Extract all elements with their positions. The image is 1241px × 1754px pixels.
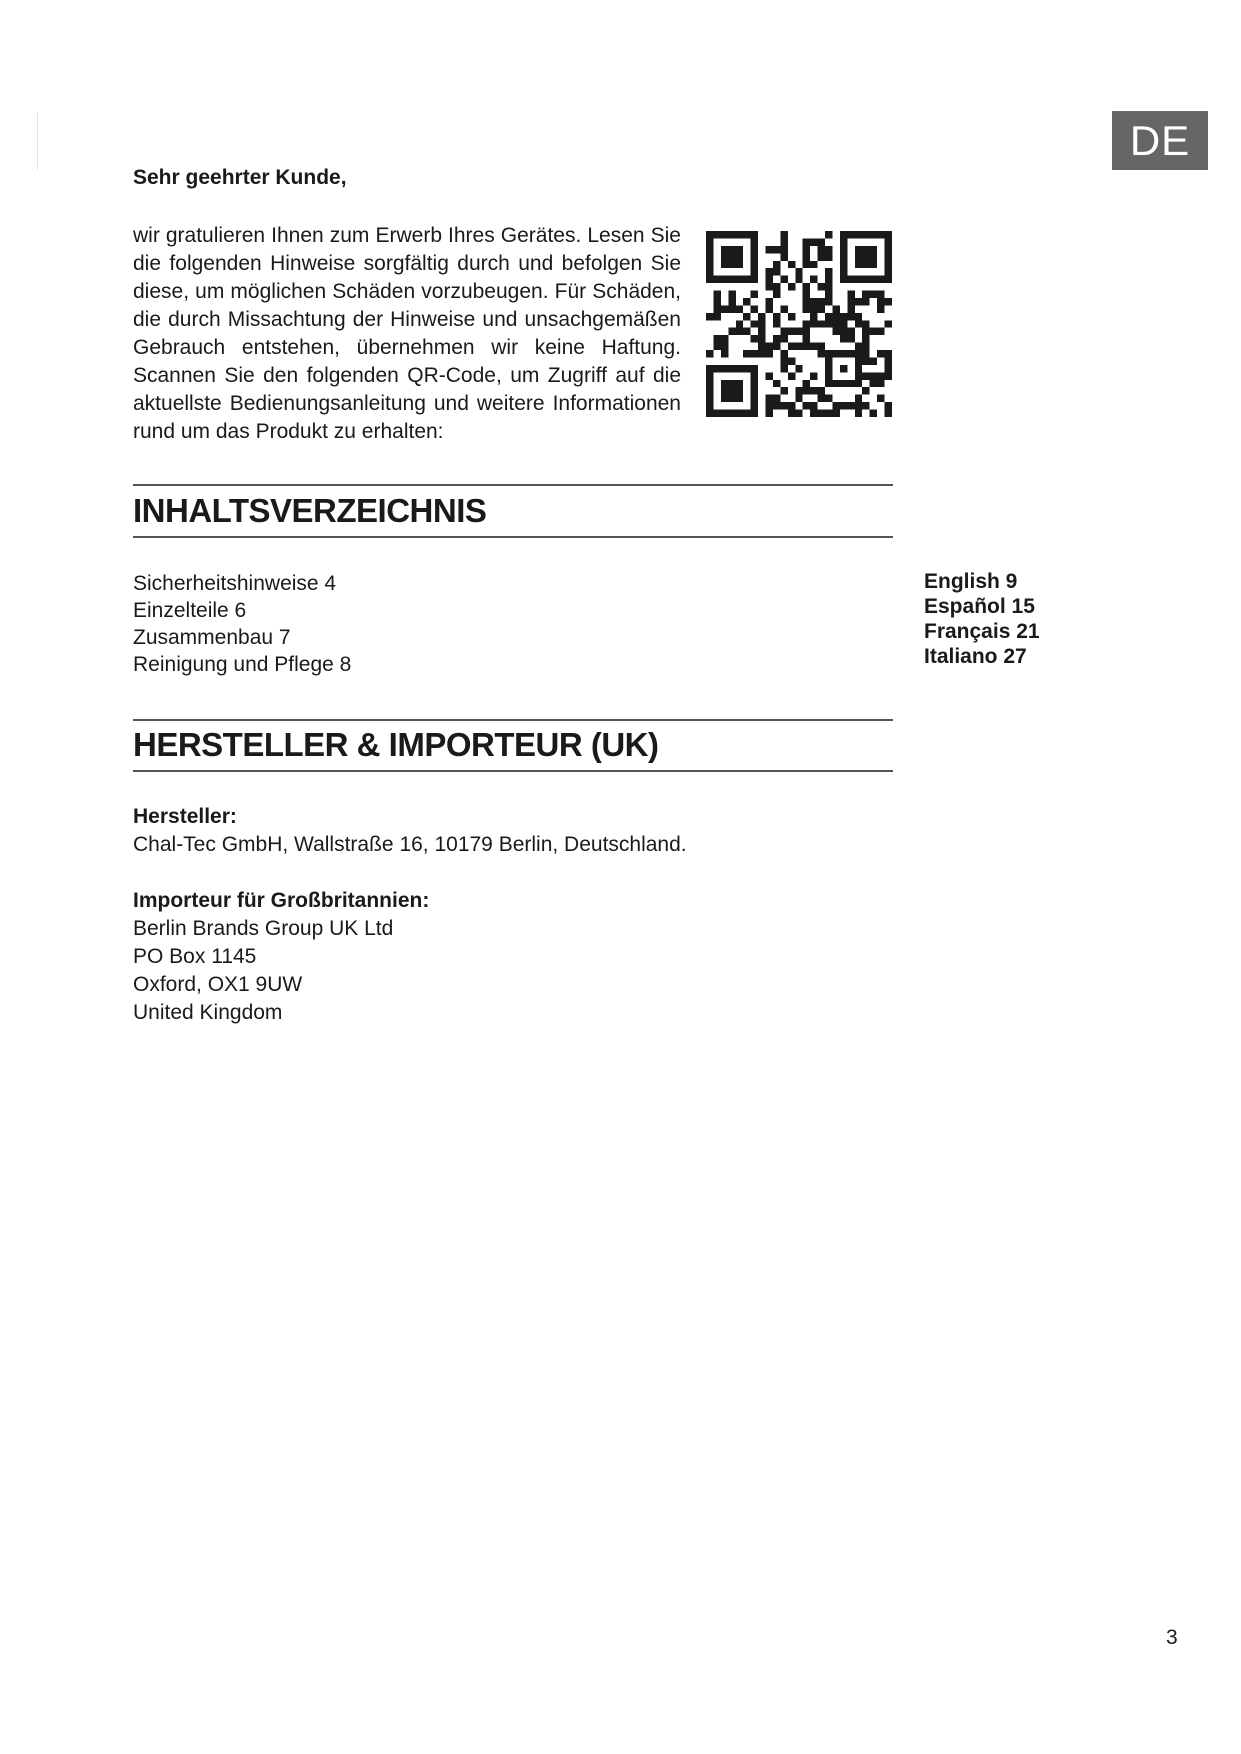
manufacturer-block [133,803,687,859]
margin-mark [37,112,38,170]
qr-code-icon[interactable] [706,231,892,417]
importer-block [133,887,429,1027]
toc-heading: INHALTSVERZEICHNIS [133,492,487,529]
language-item-english[interactable]: English 9 [924,570,1018,593]
importer-line: United Kingdom [133,1001,283,1024]
language-index [924,569,1040,669]
manufacturer-rule-top [133,719,893,721]
language-item-espanol[interactable]: Español 15 [924,595,1035,618]
toc-item[interactable]: Einzelteile 6 [133,599,247,622]
manufacturer-address: Chal-Tec GmbH, Wallstraße 16, 10179 Berlin, Deutschland. [133,833,687,856]
manufacturer-heading: HERSTELLER & IMPORTEUR (UK) [133,726,659,763]
language-item-francais[interactable]: Français 21 [924,620,1040,643]
manufacturer-label: Hersteller: [133,805,237,828]
manufacturer-rule-bottom [133,770,893,772]
toc-rule-top [133,484,893,486]
importer-label: Importeur für Großbritannien: [133,889,430,912]
salutation: Sehr geehrter Kunde, [133,166,347,189]
language-item-italiano[interactable]: Italiano 27 [924,645,1027,668]
page-number: 3 [1166,1626,1178,1649]
intro-text: wir gratulieren Ihnen zum Erwerb Ihres Gerätes. Lesen Sie die folgenden Hinweise sorgfältig durch und befolgen Sie diese, um möglichen Schäden vorzubeugen. Für Schäden, die durch Missachtung der Hinweise und unsachgemäßen Gebrauch entstehen, übernehmen wir keine Haftung. Scannen Sie den folgenden QR-Code, um Zugriff auf die aktuellste Bedienungsanleitung und weitere Informationen rund um das Produkt zu erhalten: [133,224,681,443]
language-badge: DE [1112,111,1208,170]
toc-rule-bottom [133,536,893,538]
toc-list [133,570,351,678]
importer-line: PO Box 1145 [133,945,257,968]
intro-paragraph [133,222,681,446]
toc-item[interactable]: Reinigung und Pflege 8 [133,653,352,676]
toc-item[interactable]: Sicherheitshinweise 4 [133,572,337,595]
toc-item[interactable]: Zusammenbau 7 [133,626,291,649]
importer-line: Oxford, OX1 9UW [133,973,303,996]
importer-line: Berlin Brands Group UK Ltd [133,917,394,940]
